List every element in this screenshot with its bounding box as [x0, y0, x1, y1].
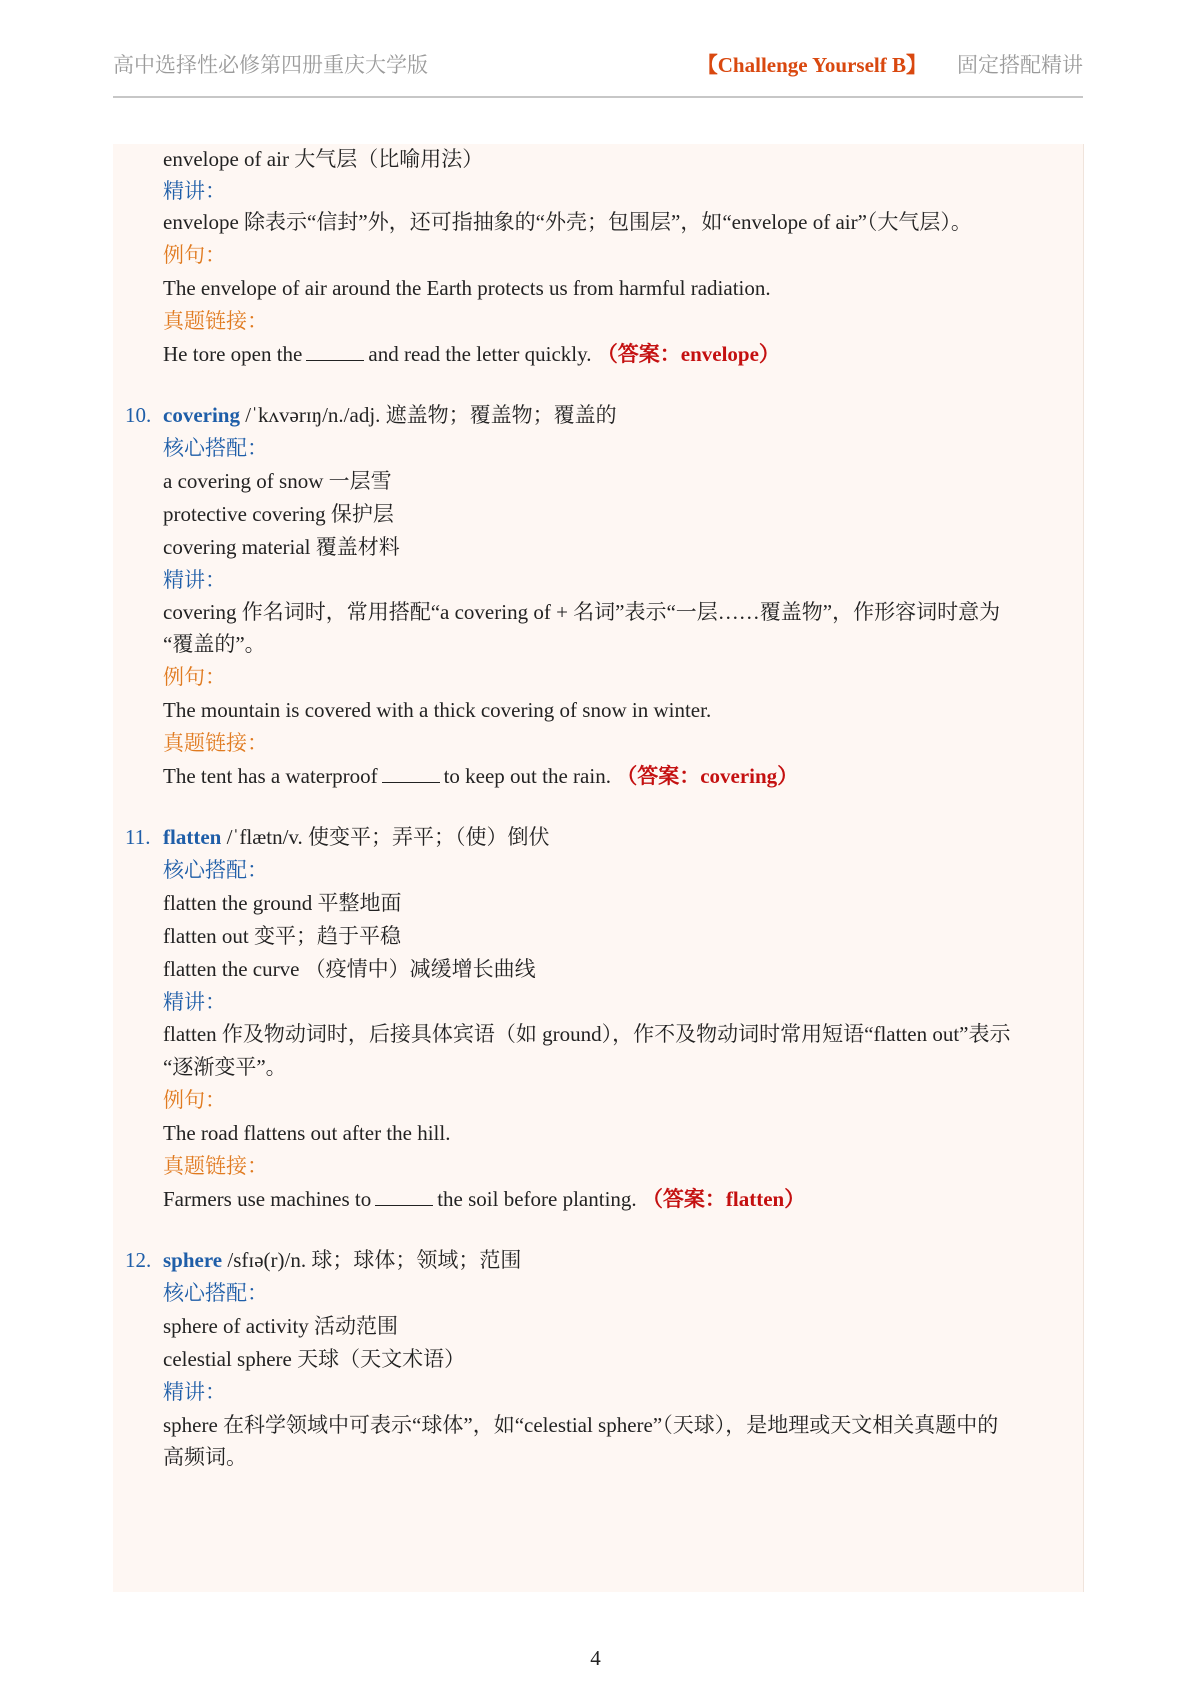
- label-exam: 真题链接：: [163, 1154, 268, 1178]
- collocation: celestial sphere 天球（天文术语）: [163, 1347, 466, 1371]
- entry-number: 11.: [125, 825, 151, 849]
- answer-suffix: ）: [784, 1187, 806, 1211]
- explanation: envelope 除表示“信封”外，还可指抽象的“外壳；包围层”，如“envelope of air”（大气层）。: [163, 210, 972, 234]
- collocation: protective covering 保护层: [163, 502, 394, 526]
- answer-suffix: ）: [758, 342, 780, 366]
- answer-suffix: ）: [777, 764, 799, 788]
- example-sentence: The road flattens out after the hill.: [163, 1121, 451, 1145]
- pos-definition: /ˈkʌvərɪŋ/n./adj. 遮盖物；覆盖物；覆盖的: [245, 403, 617, 427]
- collocation: flatten the curve （疫情中）减缓增长曲线: [163, 957, 536, 981]
- label-core: 核心搭配：: [163, 1281, 268, 1305]
- collocation: covering material 覆盖材料: [163, 535, 400, 559]
- label-explain: 精讲：: [163, 1380, 226, 1404]
- label-example: 例句：: [163, 1088, 226, 1112]
- collocation: flatten out 变平；趋于平稳: [163, 924, 401, 948]
- entry-headline: [163, 822, 550, 852]
- explanation: “逐渐变平”。: [163, 1055, 287, 1079]
- collocation: sphere of activity 活动范围: [163, 1314, 399, 1338]
- pos-definition: /ˈflætn/v. 使变平；弄平；（使）倒伏: [226, 825, 550, 849]
- exam-question: [163, 1184, 805, 1214]
- label-example: 例句：: [163, 665, 226, 689]
- entry-number: 12.: [125, 1248, 152, 1272]
- explanation: flatten 作及物动词时，后接具体宾语（如 ground），作不及物动词时常用短语“flatten out”表示: [163, 1022, 1011, 1046]
- head-word: flatten: [163, 825, 222, 849]
- unit-tag: Challenge Yourself B: [717, 53, 906, 77]
- answer-prefix: （答案：: [596, 342, 681, 366]
- answer: [642, 1187, 805, 1211]
- exam-text-before: Farmers use machines to: [163, 1187, 372, 1211]
- answer-word: envelope: [680, 342, 759, 366]
- label-exam: 真题链接：: [163, 731, 268, 755]
- explanation: covering 作名词时，常用搭配“a covering of + 名词”表示“一层……覆盖物”，作形容词时意为: [163, 600, 1001, 624]
- exam-text-after: and read the letter quickly.: [368, 342, 592, 366]
- label-example: 例句：: [163, 243, 226, 267]
- answer-blank: [382, 764, 440, 783]
- exam-text-before: He tore open the: [163, 342, 303, 366]
- page-number: 4: [590, 1646, 601, 1670]
- example-sentence: The mountain is covered with a thick covering of snow in winter.: [163, 698, 712, 722]
- collocation: envelope of air 大气层（比喻用法）: [163, 147, 484, 171]
- entry-number: 10.: [125, 403, 152, 427]
- entry-headline: [163, 1245, 521, 1275]
- collocation: a covering of snow 一层雪: [163, 469, 392, 493]
- exam-text-before: The tent has a waterproof: [163, 764, 378, 788]
- bracket-left: 【: [696, 53, 718, 77]
- exam-question: [163, 339, 780, 369]
- answer-blank: [375, 1187, 433, 1206]
- pos-definition: /sfɪə(r)/n. 球；球体；领域；范围: [227, 1248, 522, 1272]
- head-word: covering: [163, 403, 240, 427]
- section-heading: [697, 49, 1083, 79]
- entry-headline: [163, 400, 617, 430]
- answer: [616, 764, 798, 788]
- label-core: 核心搭配：: [163, 858, 268, 882]
- label-explain: 精讲：: [163, 990, 226, 1014]
- label-explain: 精讲：: [163, 568, 226, 592]
- label-explain: 精讲：: [163, 179, 226, 203]
- explanation: sphere 在科学领域中可表示“球体”，如“celestial sphere”（天球），是地理或天文相关真题中的: [163, 1413, 999, 1437]
- answer-prefix: （答案：: [616, 764, 701, 788]
- exam-text-after: to keep out the rain.: [443, 764, 611, 788]
- head-word: sphere: [163, 1248, 223, 1272]
- answer-word: covering: [700, 764, 778, 788]
- answer: [597, 342, 780, 366]
- label-exam: 真题链接：: [163, 309, 268, 333]
- page-header: [113, 44, 1083, 98]
- collocation: flatten the ground 平整地面: [163, 891, 402, 915]
- explanation: “覆盖的”。: [163, 632, 266, 656]
- answer-blank: [306, 342, 364, 361]
- bracket-right: 】: [906, 53, 927, 77]
- answer-word: flatten: [725, 1187, 785, 1211]
- example-sentence: The envelope of air around the Earth protects us from harmful radiation.: [163, 276, 771, 300]
- exam-text-after: the soil before planting.: [437, 1187, 637, 1211]
- explanation: 高频词。: [163, 1445, 247, 1469]
- label-core: 核心搭配：: [163, 436, 268, 460]
- book-title: 高中选择性必修第四册重庆大学版: [113, 53, 428, 77]
- exam-question: [163, 761, 798, 791]
- section-label: 固定搭配精讲: [957, 53, 1083, 77]
- answer-prefix: （答案：: [641, 1187, 726, 1211]
- content-panel: [113, 144, 1084, 1592]
